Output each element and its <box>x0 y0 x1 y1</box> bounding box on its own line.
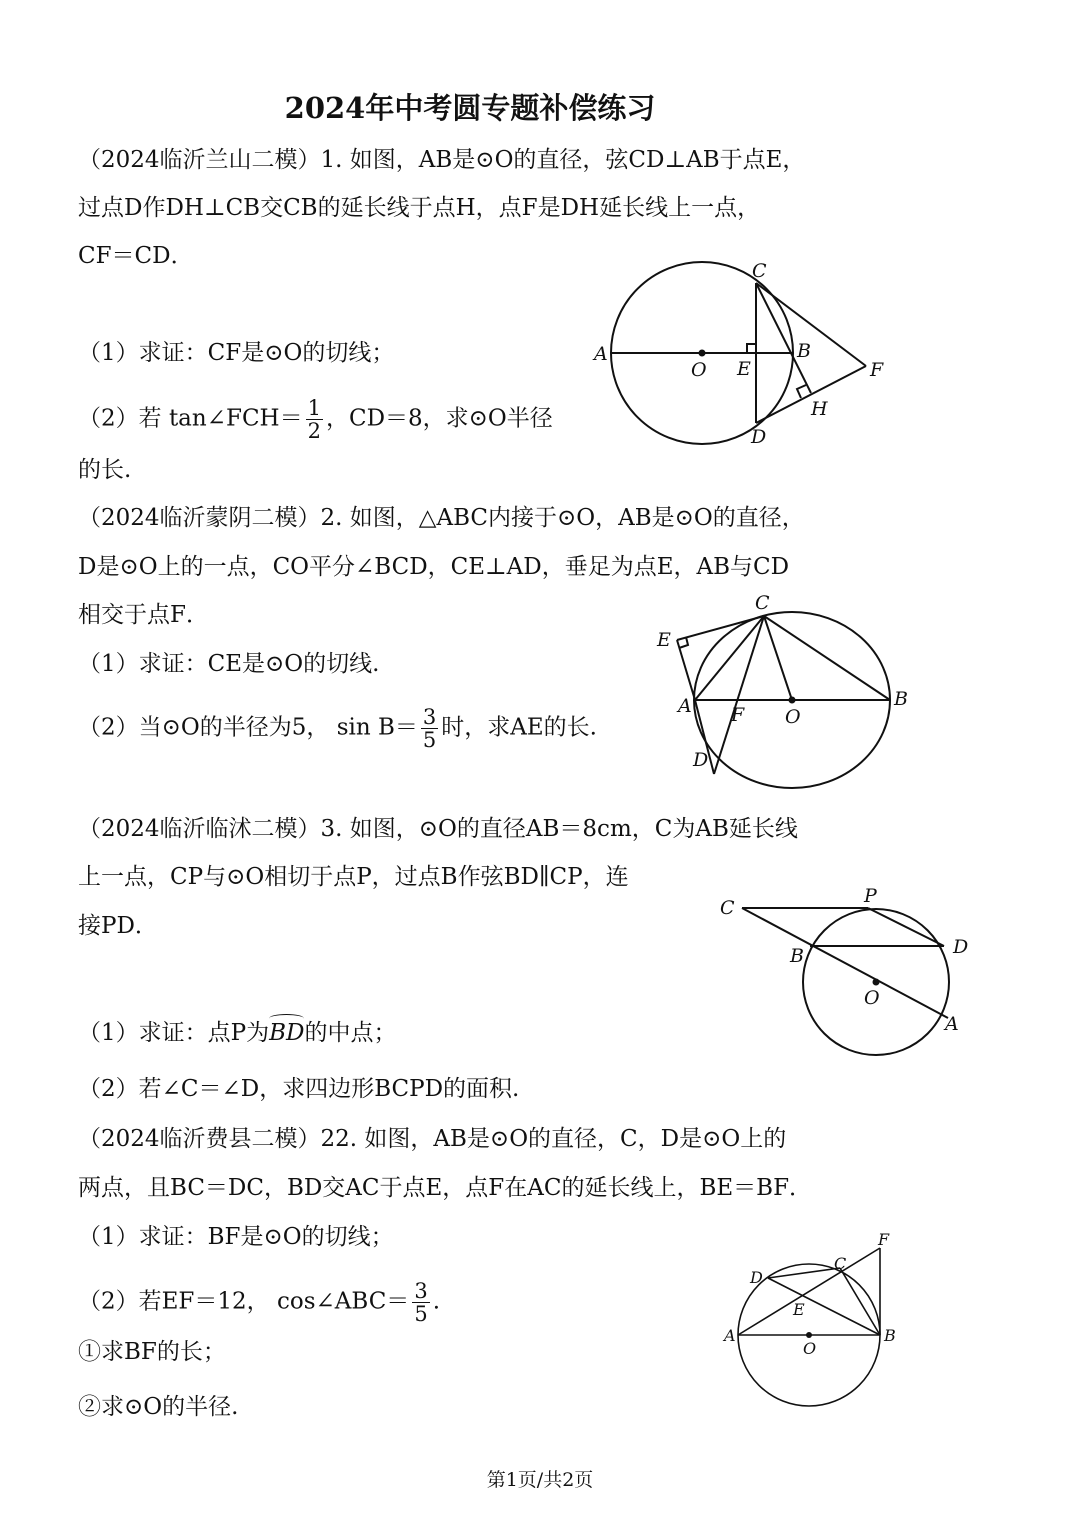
fraction <box>421 706 438 751</box>
problem-3-stem-line-2: 上一点，CP与⊙O相切于点P，过点B作弦BD∥CP，连 <box>78 864 629 890</box>
label-C: C <box>752 260 767 282</box>
problem-1-question-2-tail: 的长. <box>78 457 132 483</box>
fraction <box>306 397 323 442</box>
question-2-prefix: （2）若 tan∠FCH＝ <box>78 405 303 432</box>
label-E: E <box>657 629 671 651</box>
label-C: C <box>755 592 770 614</box>
problem-1-stem-line-1: （2024临沂兰山二模）1. 如图，AB是⊙O的直径，弦CD⊥AB于点E， <box>78 147 806 173</box>
label-E: E <box>737 358 751 380</box>
label-H: H <box>811 398 828 420</box>
label-D: D <box>953 936 969 958</box>
label-F: F <box>878 1230 890 1249</box>
problem-4-stem-line-2: 两点，且BC＝DC，BD交AC于点E，点F在AC的延长线上，BE＝BF． <box>78 1175 813 1201</box>
problem-3-figure <box>715 880 985 1065</box>
fraction-numerator: 3 <box>414 1279 428 1303</box>
label-F: F <box>870 359 884 381</box>
problem-4-question-2a: ①求BF的长； <box>78 1339 226 1365</box>
problem-1-stem-line-2: 过点D作DH⊥CB交CB的延长线于点H，点F是DH延长线上一点， <box>78 195 761 221</box>
label-O: O <box>864 987 880 1009</box>
problem-3-stem-line-1: （2024临沂临沭二模）3. 如图，⊙O的直径AB＝8cm，C为AB延长线 <box>78 816 798 842</box>
problem-4-question-2 <box>78 1280 440 1325</box>
label-D: D <box>751 426 767 448</box>
problem-2-stem-line-2: D是⊙O上的一点，CO平分∠BCD，CE⊥AD，垂足为点E，AB与CD <box>78 554 790 580</box>
problem-3-question-2: （2）若∠C＝∠D，求四边形BCPD的面积. <box>78 1076 520 1102</box>
label-A: A <box>945 1013 959 1035</box>
label-D: D <box>750 1268 763 1287</box>
fraction <box>412 1280 429 1325</box>
label-B: B <box>790 945 804 967</box>
label-P: P <box>864 885 877 907</box>
problem-2-question-1: （1）求证：CE是⊙O的切线. <box>78 651 380 677</box>
page-footer: 第1页/共2页 <box>486 1469 594 1491</box>
label-B: B <box>797 340 811 362</box>
problem-1-stem-line-3: CF＝CD． <box>78 243 194 269</box>
label-D: D <box>693 749 709 771</box>
arc-bd: BD <box>269 1020 305 1046</box>
fraction-numerator: 3 <box>422 705 437 729</box>
problem-4-figure <box>720 1225 910 1410</box>
problem-2-stem-line-1: （2024临沂蒙阴二模）2. 如图，△ABC内接于⊙O，AB是⊙O的直径， <box>78 505 805 531</box>
problem-1-question-2 <box>78 397 553 442</box>
label-C: C <box>720 897 735 919</box>
fraction-numerator: 1 <box>307 396 321 420</box>
question-2-suffix: . <box>432 1288 440 1315</box>
problem-1-question-1: （1）求证：CF是⊙O的切线； <box>78 340 395 366</box>
fraction-denominator: 5 <box>422 728 437 752</box>
label-E: E <box>793 1300 805 1319</box>
label-O: O <box>803 1339 817 1358</box>
problem-2-question-2 <box>78 706 597 751</box>
problem-4-question-2b: ②求⊙O的半径. <box>78 1394 239 1420</box>
label-A: A <box>594 343 608 365</box>
problem-2-figure <box>650 590 920 790</box>
question-2-prefix: （2）若EF＝12， cos∠ABC＝ <box>78 1288 410 1315</box>
problem-1-figure <box>590 255 890 455</box>
question-1-suffix: 的中点； <box>304 1020 397 1046</box>
question-1-prefix: （1）求证：点P为 <box>78 1020 270 1046</box>
label-O: O <box>785 706 801 728</box>
label-B: B <box>894 688 908 710</box>
question-2-prefix: （2）当⊙O的半径为5， sin B＝ <box>78 714 418 741</box>
label-C: C <box>834 1254 847 1273</box>
question-2-suffix: 时，求AE的长. <box>441 714 597 741</box>
fraction-denominator: 2 <box>307 419 321 443</box>
label-A: A <box>724 1326 736 1345</box>
label-O: O <box>691 359 707 381</box>
problem-4-question-1: （1）求证：BF是⊙O的切线； <box>78 1224 394 1250</box>
problem-2-stem-line-3: 相交于点F． <box>78 602 209 628</box>
label-B: B <box>884 1326 896 1345</box>
label-F: F <box>731 704 745 726</box>
problem-3-question-1 <box>78 1018 396 1048</box>
fraction-denominator: 5 <box>414 1302 428 1326</box>
question-2-suffix: ，CD＝8，求⊙O半径 <box>325 405 553 432</box>
label-A: A <box>678 695 692 717</box>
page-title: 2024年中考圆专题补偿练习 <box>284 91 656 125</box>
problem-4-stem-line-1: （2024临沂费县二模）22. 如图，AB是⊙O的直径，C，D是⊙O上的 <box>78 1126 787 1152</box>
problem-3-stem-line-3: 接PD． <box>78 913 158 939</box>
